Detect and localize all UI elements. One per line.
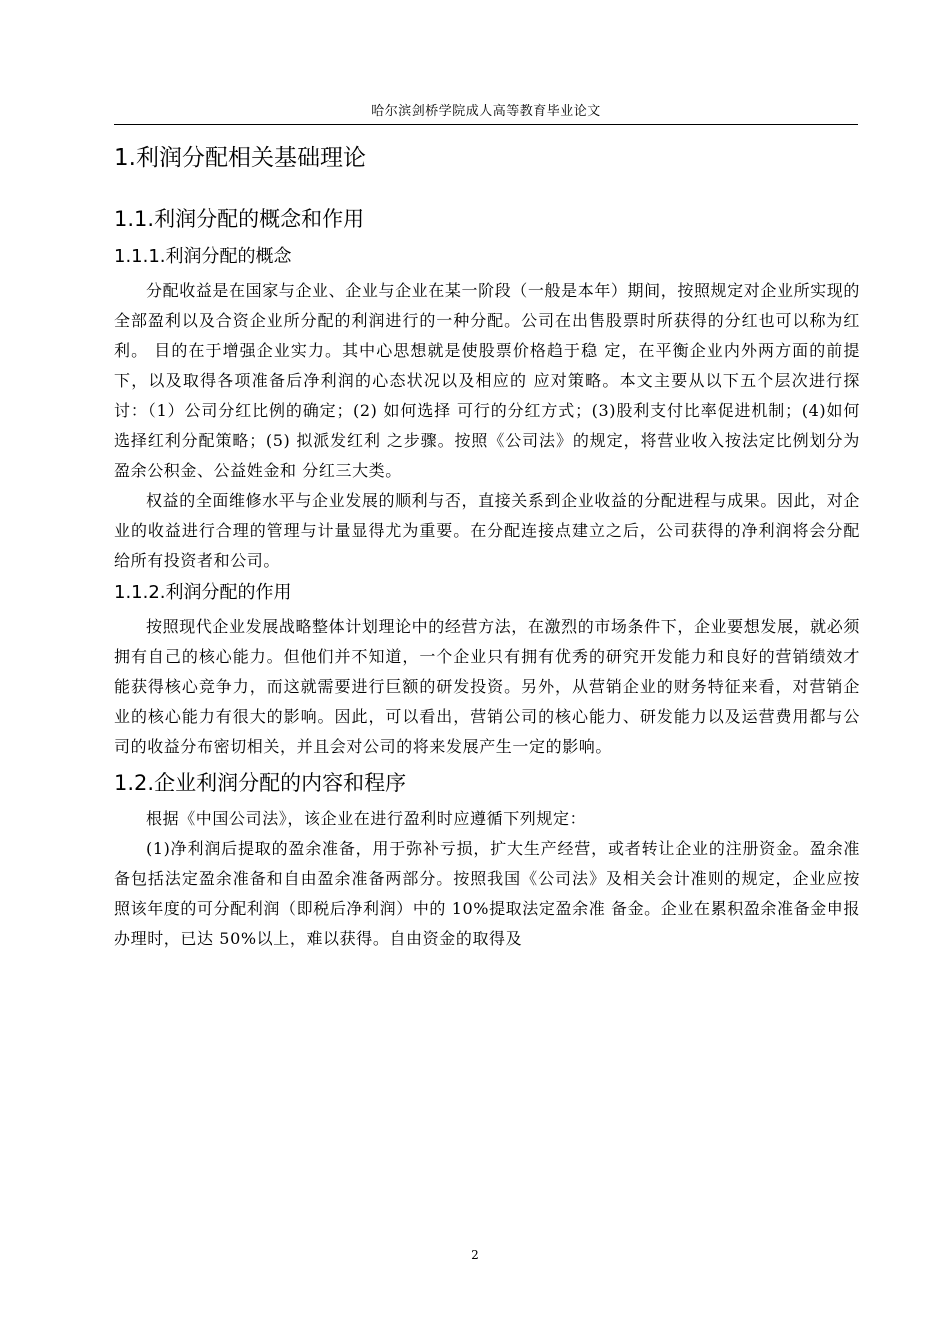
section-heading-1-2: 1.2.企业利润分配的内容和程序 bbox=[114, 771, 407, 795]
page-content bbox=[114, 132, 860, 954]
paragraph-concept-2: 权益的全面维修水平与企业发展的顺利与否，直接关系到企业收益的分配进程与成果。因此，对企业的收益进行合理的管理与计量显得尤为重要。在分配连接点建立之后，公司获得的净利润将会分配给所有投资者和公司。 bbox=[114, 491, 860, 570]
paragraph-procedure-intro: 根据《中国公司法》，该企业在进行盈利时应遵循下列规定： bbox=[146, 809, 587, 828]
header-rule bbox=[114, 124, 858, 125]
paragraph-role-1: 按照现代企业发展战略整体计划理论中的经营方法，在激烈的市场条件下，企业要想发展，就必须拥有自己的核心能力。但他们并不知道，一个企业只有拥有优秀的研究开发能力和良好的营销绩效才能获得核心竞争力，而这就需要进行巨额的研发投资。另外，从营销企业的财务特征来看，对营销企业的核心能力有很大的影响。因此，可以看出，营销公司的核心能力、研发能力以及运营费用都与公司的收益分布密切相关，并且会对公司的将来发展产生一定的影响。 bbox=[114, 617, 860, 756]
section-heading-1-1: 1.1.利润分配的概念和作用 bbox=[114, 207, 365, 231]
page-number: 2 bbox=[471, 1248, 479, 1262]
section-heading-1: 1.利润分配相关基础理论 bbox=[114, 145, 366, 171]
paragraph-procedure-1: (1)净利润后提取的盈余准备，用于弥补亏损，扩大生产经营，或者转让企业的注册资金。盈余准备包括法定盈余准备和自由盈余准备两部分。按照我国《公司法》及相关会计准则的规定，企业应按照该年度的可分配利润（即税后净利润）中的 10%提取法定盈余准 备金。企业在累积盈余准备金申报办理时，已达 50%以上，难以获得。自由资金的取得及 bbox=[114, 839, 860, 948]
section-heading-1-1-1: 1.1.1.利润分配的概念 bbox=[114, 246, 292, 267]
running-header: 哈尔滨剑桥学院成人高等教育毕业论文 bbox=[371, 104, 601, 119]
paragraph-concept-1: 分配收益是在国家与企业、企业与企业在某一阶段（一般是本年）期间，按照规定对企业所实现的全部盈利以及合资企业所分配的利润进行的一种分配。公司在出售股票时所获得的分红也可以称为红利。 目的在于增强企业实力。其中心思想就是使股票价格趋于稳 定，在平衡企业内外两方面的前提下，以及取得各项准备后净利润的心态状况以及相应的 应对策略。本文主要从以下五个层次进行探讨：（1）公司分红比例的确定；(2) 如何选择 可行的分红方式；(3)股利支付比率促进机制；(4)如何选择红利分配策略；(5) 拟派发红利 之步骤。按照《公司法》的规定，将营业收入按法定比例划分为盈余公积金、公益姓金和 分红三大类。 bbox=[114, 281, 860, 480]
section-heading-1-1-2: 1.1.2.利润分配的作用 bbox=[114, 582, 292, 603]
